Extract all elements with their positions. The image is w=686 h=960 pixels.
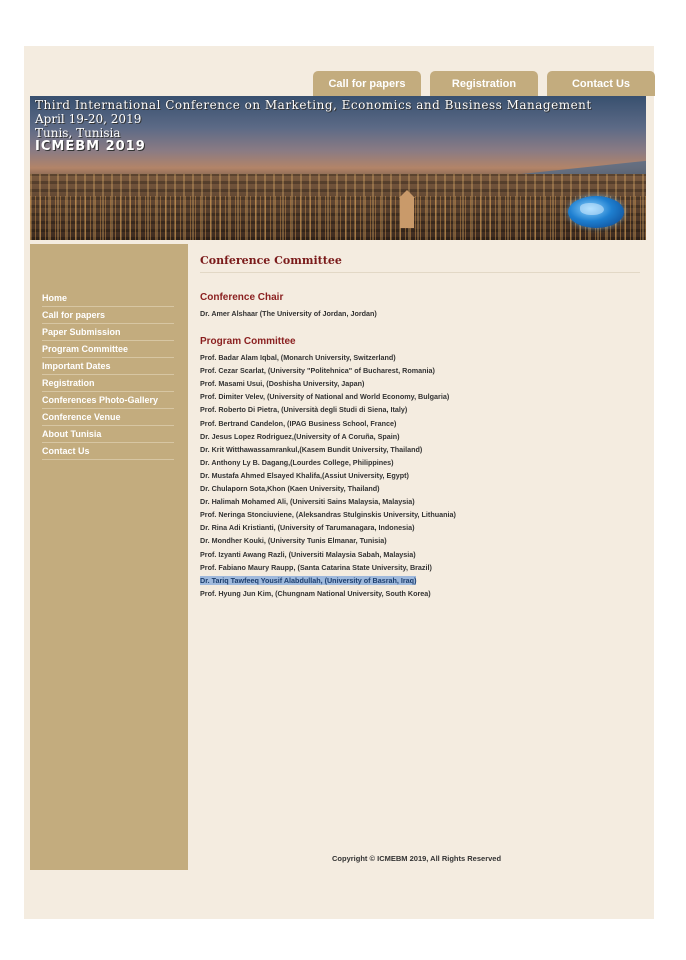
sidebar-item-about-tunisia[interactable]: About Tunisia [42,426,174,443]
banner-city-lights [30,196,646,240]
page-title: Conference Committee [200,244,640,273]
sidebar-item-conference-venue[interactable]: Conference Venue [42,409,174,426]
globe-icon [568,196,624,228]
committee-member: Prof. Cezar Scarlat, (University "Politehnica" of Bucharest, Romania) [200,366,435,376]
top-navigation [313,71,655,96]
committee-member: Dr. Jesus Lopez Rodriguez,(University of A Coruña, Spain) [200,431,400,441]
sidebar-item-important-dates[interactable]: Important Dates [42,358,174,375]
sidebar-item-program-committee[interactable]: Program Committee [42,341,174,358]
committee-member: Prof. Hyung Jun Kim, (Chungnam National University, South Korea) [200,588,431,598]
committee-member: Dr. Halimah Mohamed Ali, (Universiti Sains Malaysia, Malaysia) [200,497,415,507]
page-container [24,46,654,919]
committee-member: Dr. Mustafa Ahmed Elsayed Khalifa,(Assiut University, Egypt) [200,470,409,480]
committee-member: Prof. Neringa Stonciuviene, (Aleksandras Stulginskis University, Lithuania) [200,510,456,520]
sidebar-menu [42,290,174,460]
tab-registration[interactable]: Registration [430,71,538,96]
banner-title: Third International Conference on Marketing, Economics and Business Management [35,98,592,112]
conference-chair-name: Dr. Amer Alshaar (The University of Jordan, Jordan) [200,309,377,318]
committee-member: Prof. Dimiter Velev, (University of National and World Economy, Bulgaria) [200,392,450,402]
header-banner [30,96,646,240]
committee-member-highlighted-row [200,574,640,587]
committee-member: Prof. Roberto Di Pietra, (Università degli Studi di Siena, Italy) [200,405,408,415]
sidebar [30,244,188,870]
footer-copyright: Copyright © ICMEBM 2019, All Rights Reserved [332,854,502,863]
banner-place: Tunis, Tunisia [35,126,121,140]
committee-member: Prof. Bertrand Candelon, (IPAG Business School, France) [200,418,397,428]
tab-call-for-papers[interactable]: Call for papers [313,71,421,96]
tab-contact-us[interactable]: Contact Us [547,71,655,96]
banner-acronym: ICMEBM 2019 [35,139,146,154]
committee-member: Dr. Krit Witthawassamrankul,(Kasem Bundit University, Thailand) [200,444,423,454]
sidebar-item-paper-submission[interactable]: Paper Submission [42,324,174,341]
committee-member: Prof. Izyanti Awang Razli, (Universiti Malaysia Sabah, Malaysia) [200,549,416,559]
sidebar-item-home[interactable]: Home [42,290,174,307]
program-committee-heading: Program Committee [200,336,296,348]
conference-chair-heading: Conference Chair [200,292,284,303]
committee-member: Dr. Anthony Ly B. Dagang,(Lourdes College, Philippines) [200,457,394,467]
banner-tower [400,198,414,228]
committee-member: Prof. Fabiano Maury Raupp, (Santa Catarina State University, Brazil) [200,562,432,572]
committee-member: Dr. Chulaporn Sota,Khon (Kaen University, Thailand) [200,484,380,494]
sidebar-item-call-for-papers[interactable]: Call for papers [42,307,174,324]
committee-member: Dr. Rina Adi Kristianti, (University of Tarumanagara, Indonesia) [200,523,415,533]
committee-member: Dr. Mondher Kouki, (University Tunis Elmanar, Tunisia) [200,536,387,546]
sidebar-item-registration[interactable]: Registration [42,375,174,392]
committee-member: Prof. Masami Usui, (Doshisha University, Japan) [200,379,365,389]
banner-date: April 19-20, 2019 [35,112,142,126]
committee-member: Prof. Badar Alam Iqbal, (Monarch University, Switzerland) [200,353,396,363]
main-content [200,244,640,600]
sidebar-item-contact-us[interactable]: Contact Us [42,443,174,460]
sidebar-item-photo-gallery[interactable]: Conferences Photo-Gallery [42,392,174,409]
committee-member-highlighted[interactable]: Dr. Tariq Tawfeeq Yousif Alabdullah, (University of Basrah, Iraq) [200,575,417,585]
